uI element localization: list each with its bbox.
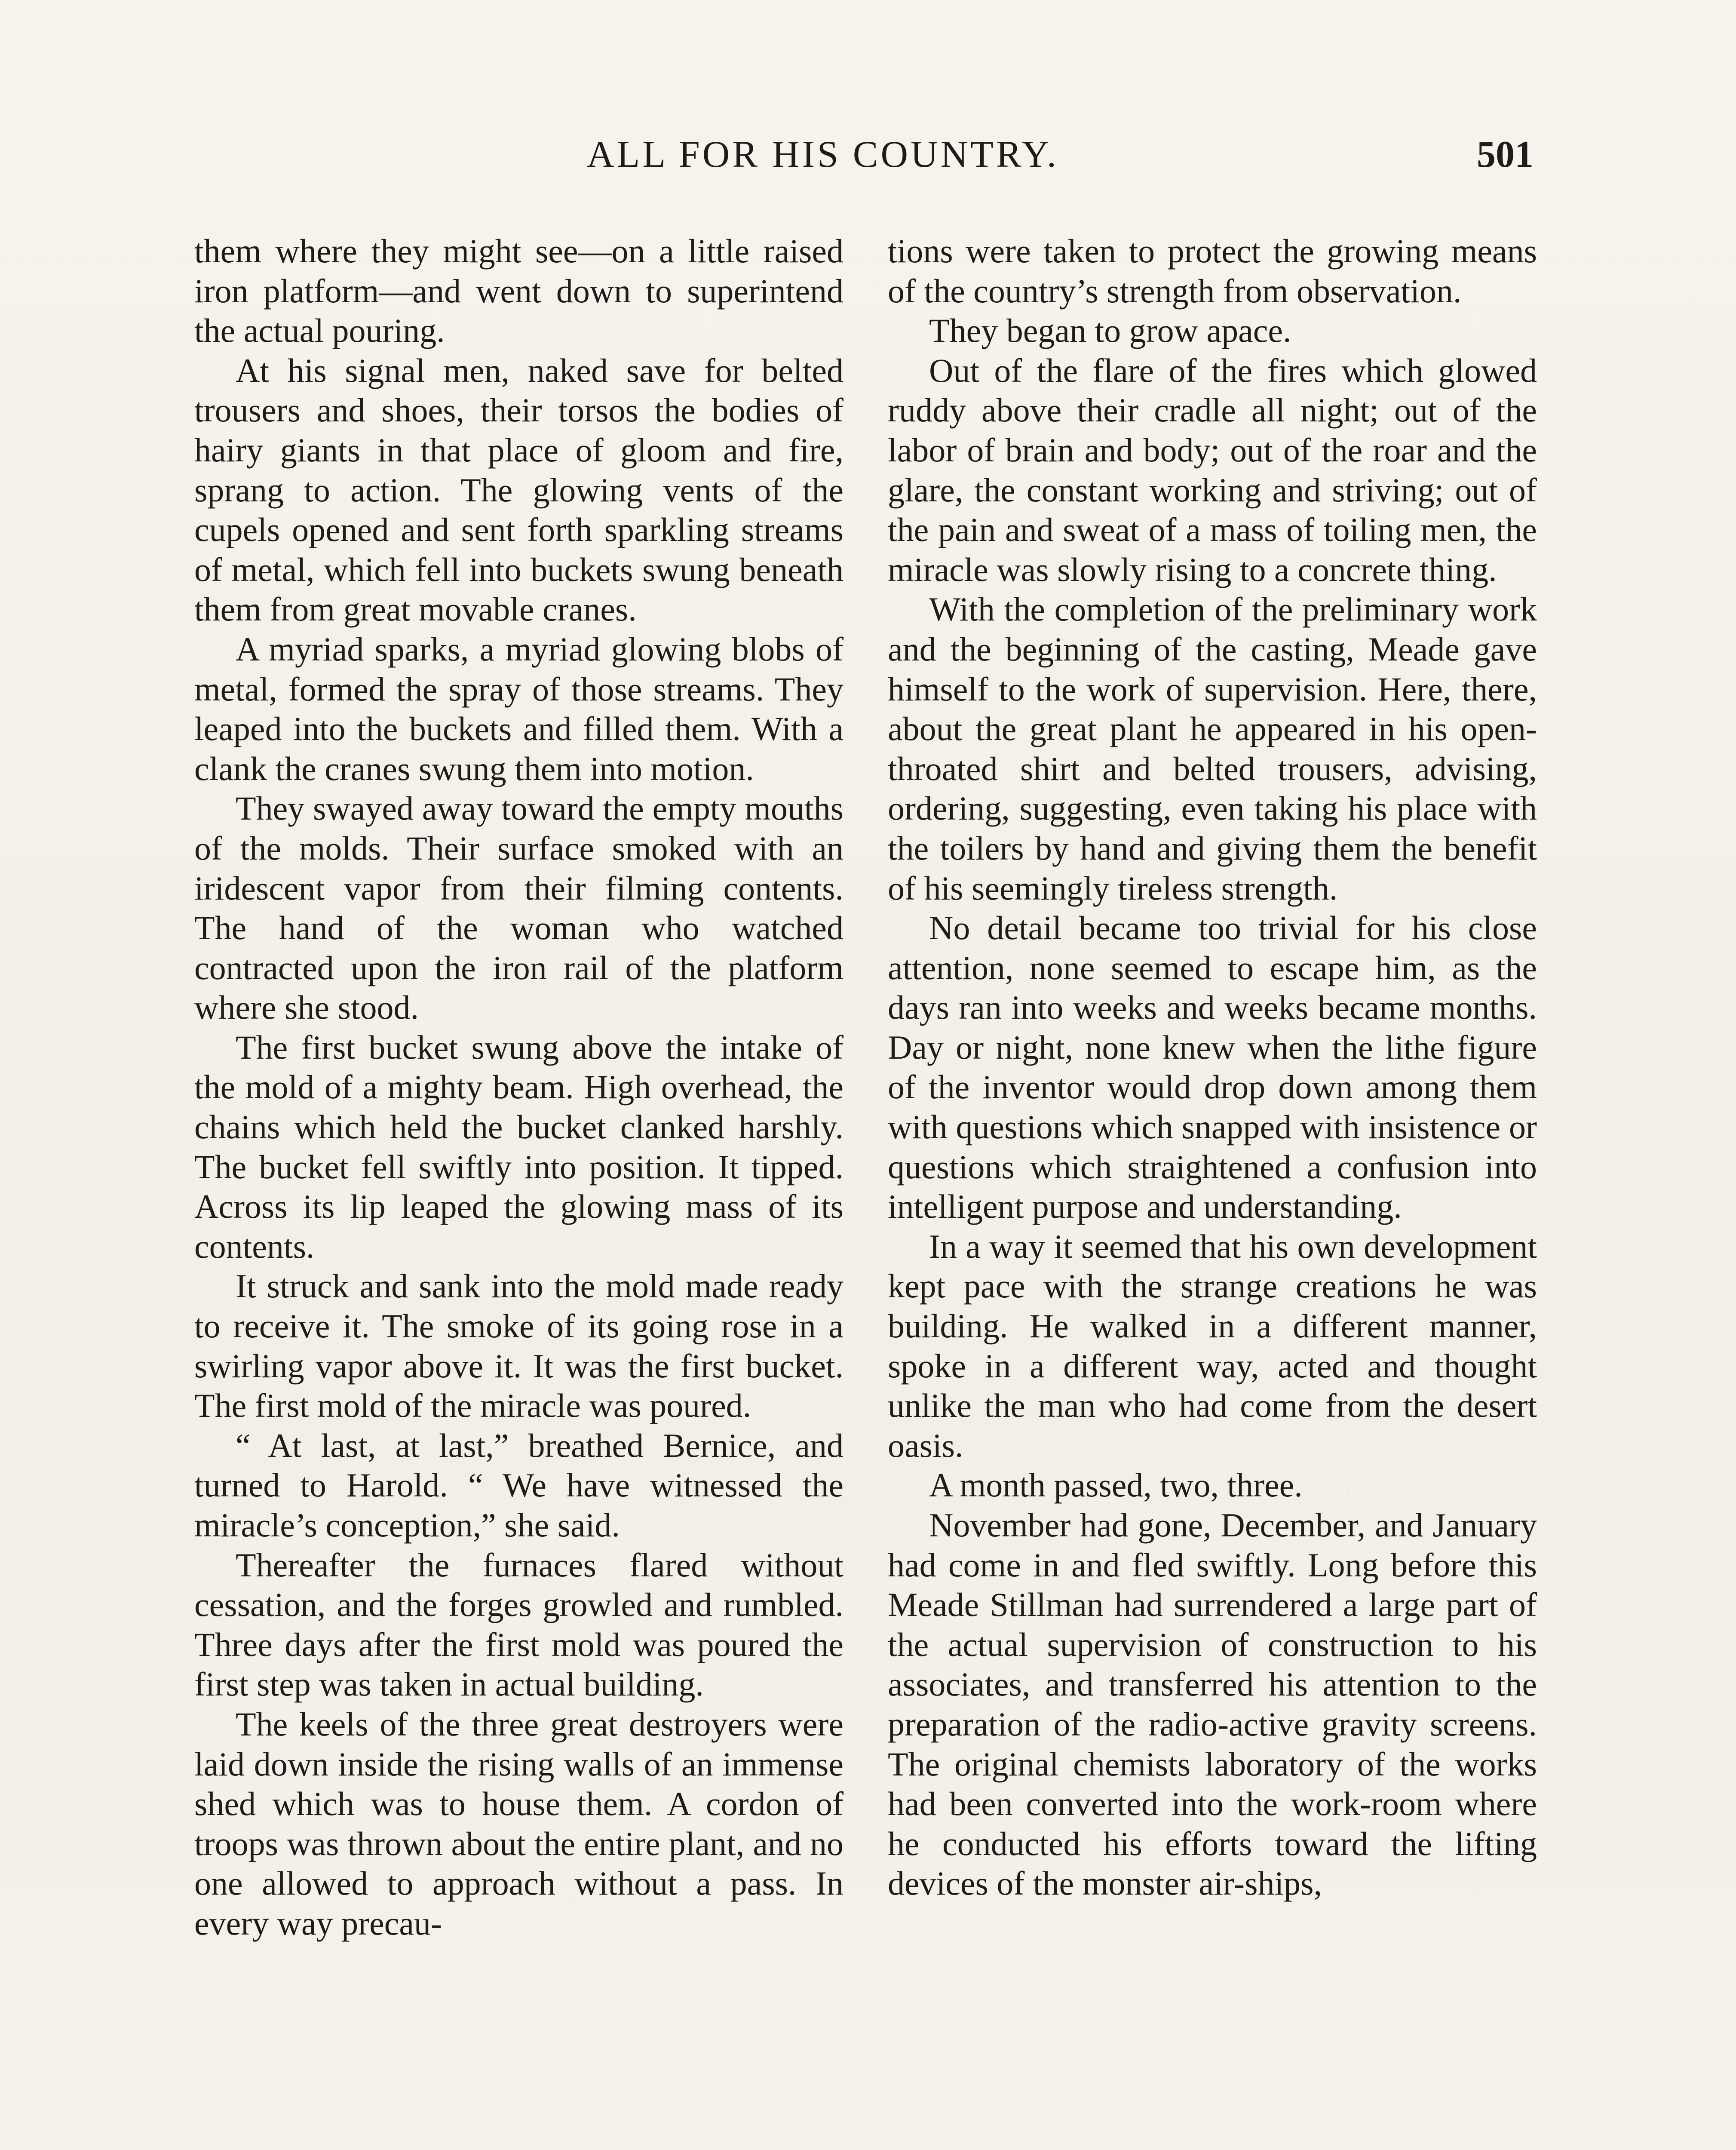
left-text-column bbox=[194, 231, 843, 2150]
running-header bbox=[0, 129, 1736, 181]
paragraph: They began to grow apace. bbox=[929, 312, 1291, 350]
paragraph: With the completion of the preliminary work and the beginning of the casting, Meade gave himself to the work of supervision. Here, there, about the great plant he appeared in his open-throated shirt and belted trousers, advising, ordering, suggesting, even taking his place with the toilers by hand and giving them the benefit of his seemingly tireless strength. bbox=[888, 590, 1537, 907]
paragraph: Out of the flare of the fires which glowed ruddy above their cradle all night; out of the labor of brain and body; out of the roar and the glare, the constant working and striving; out of the pain and sweat of a mass of toiling men, the miracle was slowly rising to a concrete thing. bbox=[888, 351, 1537, 588]
paragraph: It struck and sank into the mold made ready to receive it. The smoke of its going rose in a swirling vapor above it. It was the first bucket. The first mold of the miracle was poured. bbox=[194, 1267, 843, 1425]
paragraph: The first bucket swung above the intake of the mold of a mighty beam. High overhead, the chains which held the bucket clanked harshly. The bucket fell swiftly into position. It tipped. Across its lip leaped the glowing mass of its contents. bbox=[194, 1028, 843, 1265]
paragraph: November had gone, December, and January had come in and fled swiftly. Long before this Meade Stillman had surrendered a large part of the actual supervision of construction to his associates, and transferred his attention to the preparation of the radio-active gravity screens. The original chemists laboratory of the works had been converted into the work-room where he conducted his efforts toward the lifting devices of the monster air-ships, bbox=[888, 1506, 1537, 1902]
paragraph: At his signal men, naked save for belted trousers and shoes, their torsos the bodies of hairy giants in that place of gloom and fire, sprang to action. The glowing vents of the cupels opened and sent forth sparkling streams of metal, which fell into buckets swung beneath them from great movable cranes. bbox=[194, 351, 843, 628]
paragraph: tions were taken to protect the growing means of the country’s strength from observation. bbox=[888, 232, 1537, 310]
paragraph: A month passed, two, three. bbox=[929, 1466, 1303, 1504]
paragraph: In a way it seemed that his own development kept pace with the strange creations he was building. He walked in a different manner, spoke in a different way, acted and thought unlike the man who had come from the desert oasis. bbox=[888, 1227, 1537, 1464]
paragraph: A myriad sparks, a myriad glowing blobs of metal, formed the spray of those streams. They leaped into the buckets and filled them. With a clank the cranes swung them into motion. bbox=[194, 630, 843, 787]
paragraph: “ At last, at last,” breathed Bernice, and turned to Harold. “ We have witnessed the miracle’s conception,” she said. bbox=[194, 1426, 843, 1544]
right-text-column bbox=[888, 231, 1537, 2150]
paragraph: Thereafter the furnaces flared without cessation, and the forges growled and rumbled. Three days after the first mold was poured the first step was taken in actual building. bbox=[194, 1546, 843, 1703]
paragraph: them where they might see—on a little raised iron platform—and went down to superintend the actual pouring. bbox=[194, 232, 843, 350]
page-number: 501 bbox=[1477, 134, 1534, 175]
running-title: ALL FOR HIS COUNTRY. bbox=[587, 134, 1059, 175]
paragraph: They swayed away toward the empty mouths of the molds. Their surface smoked with an iridescent vapor from their filming contents. The hand of the woman who watched contracted upon the iron rail of the platform where she stood. bbox=[194, 789, 843, 1026]
paragraph: The keels of the three great destroyers were laid down inside the rising walls of an immense shed which was to house them. A cordon of troops was thrown about the entire plant, and no one allowed to approach without a pass. In every way precau- bbox=[194, 1705, 843, 1942]
paragraph: No detail became too trivial for his close attention, none seemed to escape him, as the days ran into weeks and weeks became months. Day or night, none knew when the lithe figure of the inventor would drop down among them with questions which snapped with insistence or questions which straightened a confusion into intelligent purpose and understanding. bbox=[888, 909, 1537, 1226]
